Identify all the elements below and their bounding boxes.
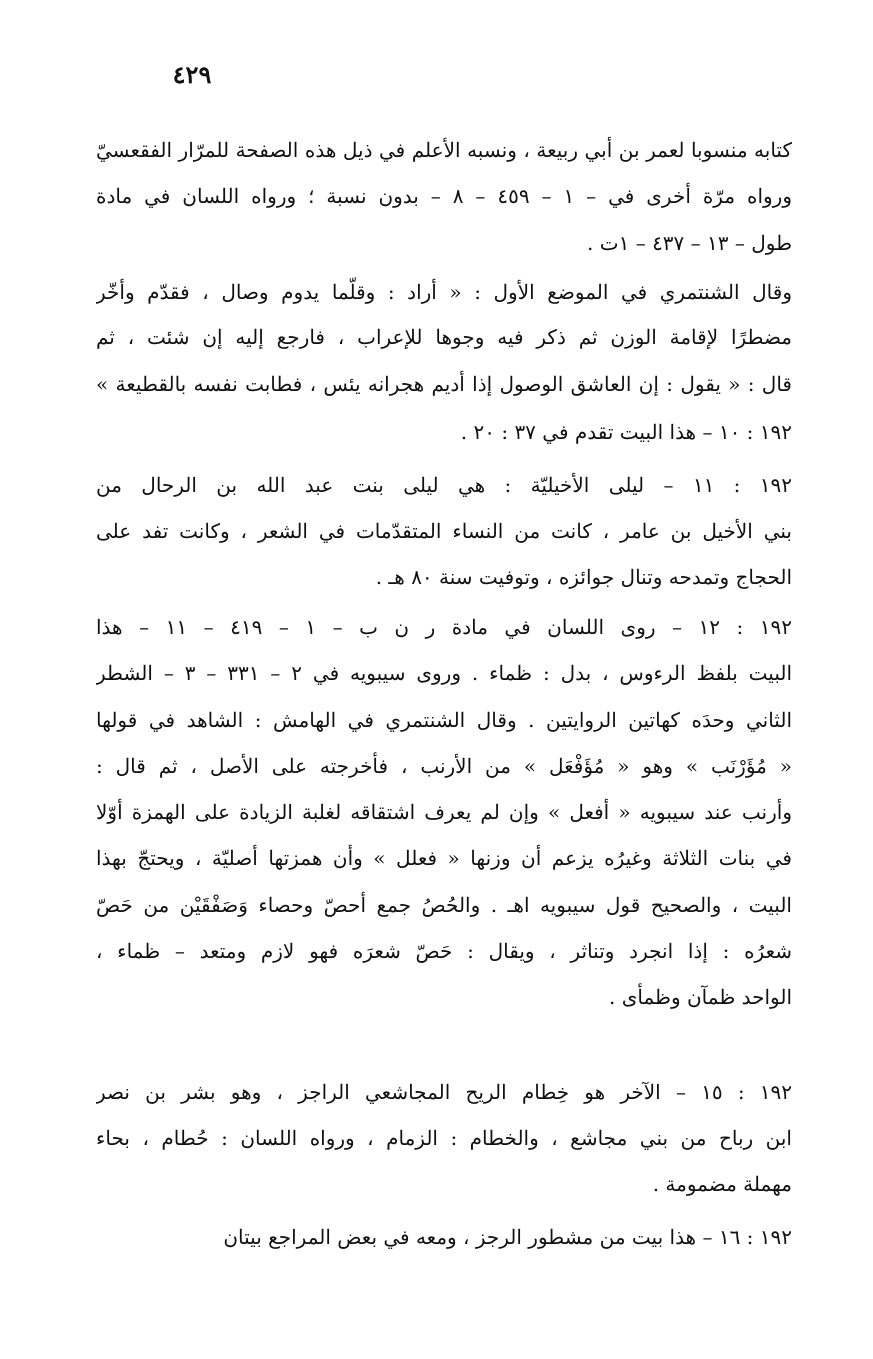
text-line: ورواه مرّة أخرى في – ١ – ٤٥٩ – ٨ – بدون نسبة ؛ ورواه اللسان في مادة	[96, 184, 792, 208]
text-line: قال : « يقول : إن العاشق الوصول إذا أديم هجرانه يئس ، فطابت نفسه بالقطيعة »	[96, 372, 792, 396]
text-line: ابن رباح من بني مجاشع ، والخطام : الزمام ، ورواه اللسان : حُطام ، بحاء	[96, 1126, 792, 1150]
text-line: الحجاج وتمدحه وتنال جوائزه ، وتوفيت سنة ٨٠ هـ .	[375, 565, 792, 589]
text-line: « مُؤَرْنَب » وهو « مُؤَفْعَل » من الأرنب ، فأخرجته على الأصل ، ثم قال :	[96, 754, 792, 778]
text-line: مهملة مضمومة .	[652, 1172, 792, 1196]
text-line: وقال الشنتمري في الموضع الأول : « أراد : وقلّما يدوم وصال ، فقدّم وأخّر	[96, 280, 792, 304]
text-line: كتابه منسوبا لعمر بن أبي ربيعة ، ونسبه الأعلم في ذيل هذه الصفحة للمرّار الفقعسيّ	[96, 138, 792, 162]
text-line: في بنات الثلاثة وغيرُه يزعم أن وزنها « فعلل » وأن همزتها أصليّة ، ويحتجّ بهذا	[96, 846, 792, 870]
text-line: ١٩٢ : ١٥ – الآخر هو خِطام الريح المجاشعي الراجز ، وهو بشر بن نصر	[96, 1080, 792, 1104]
text-line: ١٩٢ : ١٠ – هذا البيت تقدم في ٣٧ : ٢٠ .	[460, 420, 792, 444]
text-line: الثاني وحدَه كهاتين الروايتين . وقال الشنتمري في الهامش : الشاهد في قولها	[96, 708, 792, 732]
text-line: الواحد ظمآن وظمأى .	[609, 985, 792, 1009]
text-line: مضطرًا لإقامة الوزن ثم ذكر فيه وجوها للإعراب ، فارجع إليه إن شئت ، ثم	[96, 325, 792, 349]
text-line: شعرُه : إذا انجرد وتناثر ، ويقال : حَصّ شعرَه فهو لازم ومتعد – ظماء ،	[96, 939, 792, 963]
text-line: بني الأخيل بن عامر ، كانت من النساء المتقدّمات في الشعر ، وكانت تفد على	[96, 519, 792, 543]
text-line: طول – ١٣ – ٤٣٧ – ١ت .	[587, 231, 792, 255]
page-number: ٤٢٩	[172, 60, 212, 89]
text-line: ١٩٢ : ١٦ – هذا بيت من مشطور الرجز ، ومعه في بعض المراجع بيتان	[223, 1225, 792, 1249]
text-line: البيت ، والصحيح قول سيبويه اهـ . والحُصُ جمع أحصّ وحصاء وَصَفْقَيْن من حَصّ	[96, 893, 792, 917]
text-line: ١٩٢ : ١١ – ليلى الأخيليّة : هي ليلى بنت عبد الله بن الرحال من	[96, 473, 792, 497]
text-line: وأرنب عند سيبويه « أفعل » وإن لم يعرف اشتقاقه لغلبة الزيادة على الهمزة أوّلا	[96, 800, 792, 824]
text-line: البيت بلفظ الرءوس ، بدل : ظماء . وروى سيبويه في ٢ – ٣٣١ – ٣ – الشطر	[96, 661, 792, 685]
text-line: ١٩٢ : ١٢ – روى اللسان في مادة ر ن ب – ١ – ٤١٩ – ١١ – هذا	[96, 615, 792, 639]
